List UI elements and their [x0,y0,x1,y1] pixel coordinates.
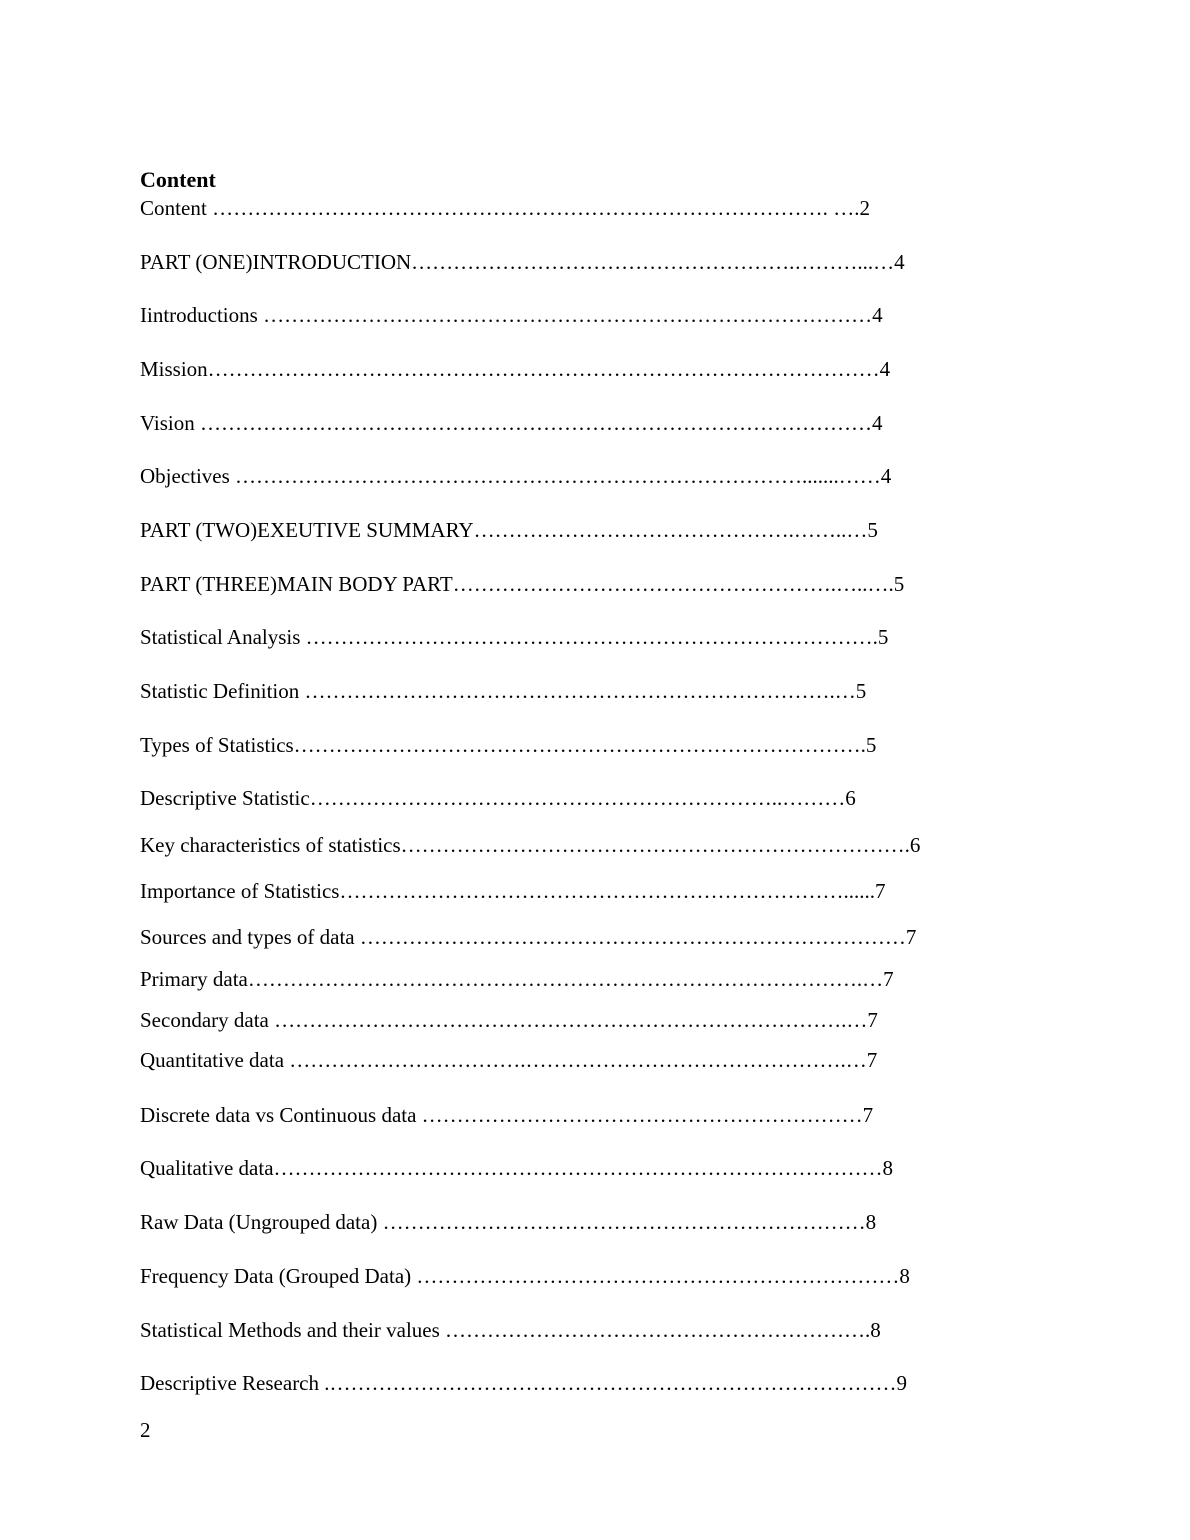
toc-entry[interactable]: Sources and types of data ……………………………………………………………………7 [140,925,917,949]
toc-entry[interactable]: Secondary data ……………………………………………………………………….…7 [140,1008,878,1032]
toc-entry[interactable]: Vision ……………………………………………………………………………………4 [140,411,883,435]
toc-entry[interactable]: Content ……………………………………………………………………………. ….2 [140,196,871,220]
toc-entry[interactable]: Descriptive Statistic…………………………………………………………..………6 [140,786,856,810]
toc-heading: Content [140,167,216,192]
toc-entry[interactable]: PART (THREE)MAIN BODY PART……………………………………………….…..….5 [140,572,905,596]
toc-entry[interactable]: Discrete data vs Continuous data ………………………………………………………7 [140,1103,874,1127]
toc-entry[interactable]: Statistical Methods and their values …………………………………………………….8 [140,1318,881,1342]
toc-entry[interactable]: Primary data…………………………………………………………………………….…7 [140,967,894,991]
toc-entry[interactable]: Iintroductions ……………………………………………………………………………4 [140,303,883,327]
toc-entry[interactable]: PART (ONE)INTRODUCTION……………………………………………….………...…4 [140,250,905,274]
toc-entry[interactable]: Objectives ……………………………………………………………………….......……4 [140,464,892,488]
toc-entry[interactable]: PART (TWO)EXEUTIVE SUMMARY……………………………………….……..…5 [140,518,878,542]
toc-entry[interactable]: Qualitative data……………………………………………………………………………8 [140,1156,894,1180]
toc-entry[interactable]: Statistical Analysis ……………………………………………………………………….5 [140,625,889,649]
toc-entry[interactable]: Key characteristics of statistics……………………………………………………………….6 [140,833,921,857]
toc-entry[interactable]: Descriptive Research .………………………………………………………………………9 [140,1371,908,1395]
toc-entry[interactable]: Raw Data (Ungrouped data) ……………………………………………………………8 [140,1210,877,1234]
toc-entry[interactable]: Quantitative data …………………………….……………………………………….…7 [140,1048,878,1072]
toc-entry[interactable]: Statistic Definition ………………………………………………………………….…5 [140,679,867,703]
toc-entry[interactable]: Mission……………………………………………………………………………………4 [140,357,891,381]
page-number: 2 [140,1418,151,1442]
toc-entry[interactable]: Importance of Statistics………………………………………………………………......7 [140,879,886,903]
toc-entry[interactable]: Frequency Data (Grouped Data) ……………………………………………………………8 [140,1264,910,1288]
toc-entry[interactable]: Types of Statistics……………………………………………………………………….5 [140,733,877,757]
